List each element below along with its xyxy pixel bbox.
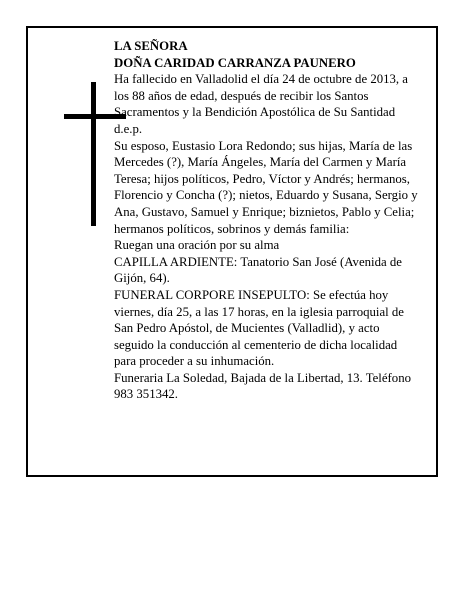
prayer-request: Ruegan una oración por su alma	[114, 238, 280, 253]
obituary-text	[114, 38, 420, 403]
funeral-home-info: Funeraria La Soledad, Bajada de la Libertad, 13. Teléfono 983 351342.	[114, 370, 411, 402]
cross-vertical-bar	[91, 82, 96, 226]
deceased-name: DOÑA CARIDAD CARRANZA PAUNERO	[114, 55, 356, 70]
chapel-info: CAPILLA ARDIENTE: Tanatorio San José (Avenida de Gijón, 64).	[114, 254, 402, 286]
funeral-info: FUNERAL CORPORE INSEPULTO: Se efectúa hoy viernes, día 25, a las 17 horas, en la iglesia parroquial de San Pedro Apóstol, de Mucientes (Valladlid), y acto seguido la conducción al cementerio de dicha localidad para proceder a su inhumación.	[114, 287, 404, 369]
death-announcement: Ha fallecido en Valladolid el día 24 de octubre de 2013, a los 88 años de edad, después de recibir los Santos Sacramentos y la Bendición Apostólica de Su Santidad d.e.p.	[114, 72, 408, 136]
family-list: Su esposo, Eustasio Lora Redondo; sus hijas, María de las Mercedes (?), María Ángeles, María del Carmen y María Teresa; hijos políticos, Pedro, Víctor y Andrés; hermanos, Florencio y Concha (?); nietos, Eduardo y Susana, Sergio y Ana, Gustavo, Samuel y Enrique; biznietos, Pablo y Celia; hermanos políticos, sobrinos y demás familia:	[114, 138, 418, 236]
notice-title: LA SEÑORA	[114, 39, 188, 53]
